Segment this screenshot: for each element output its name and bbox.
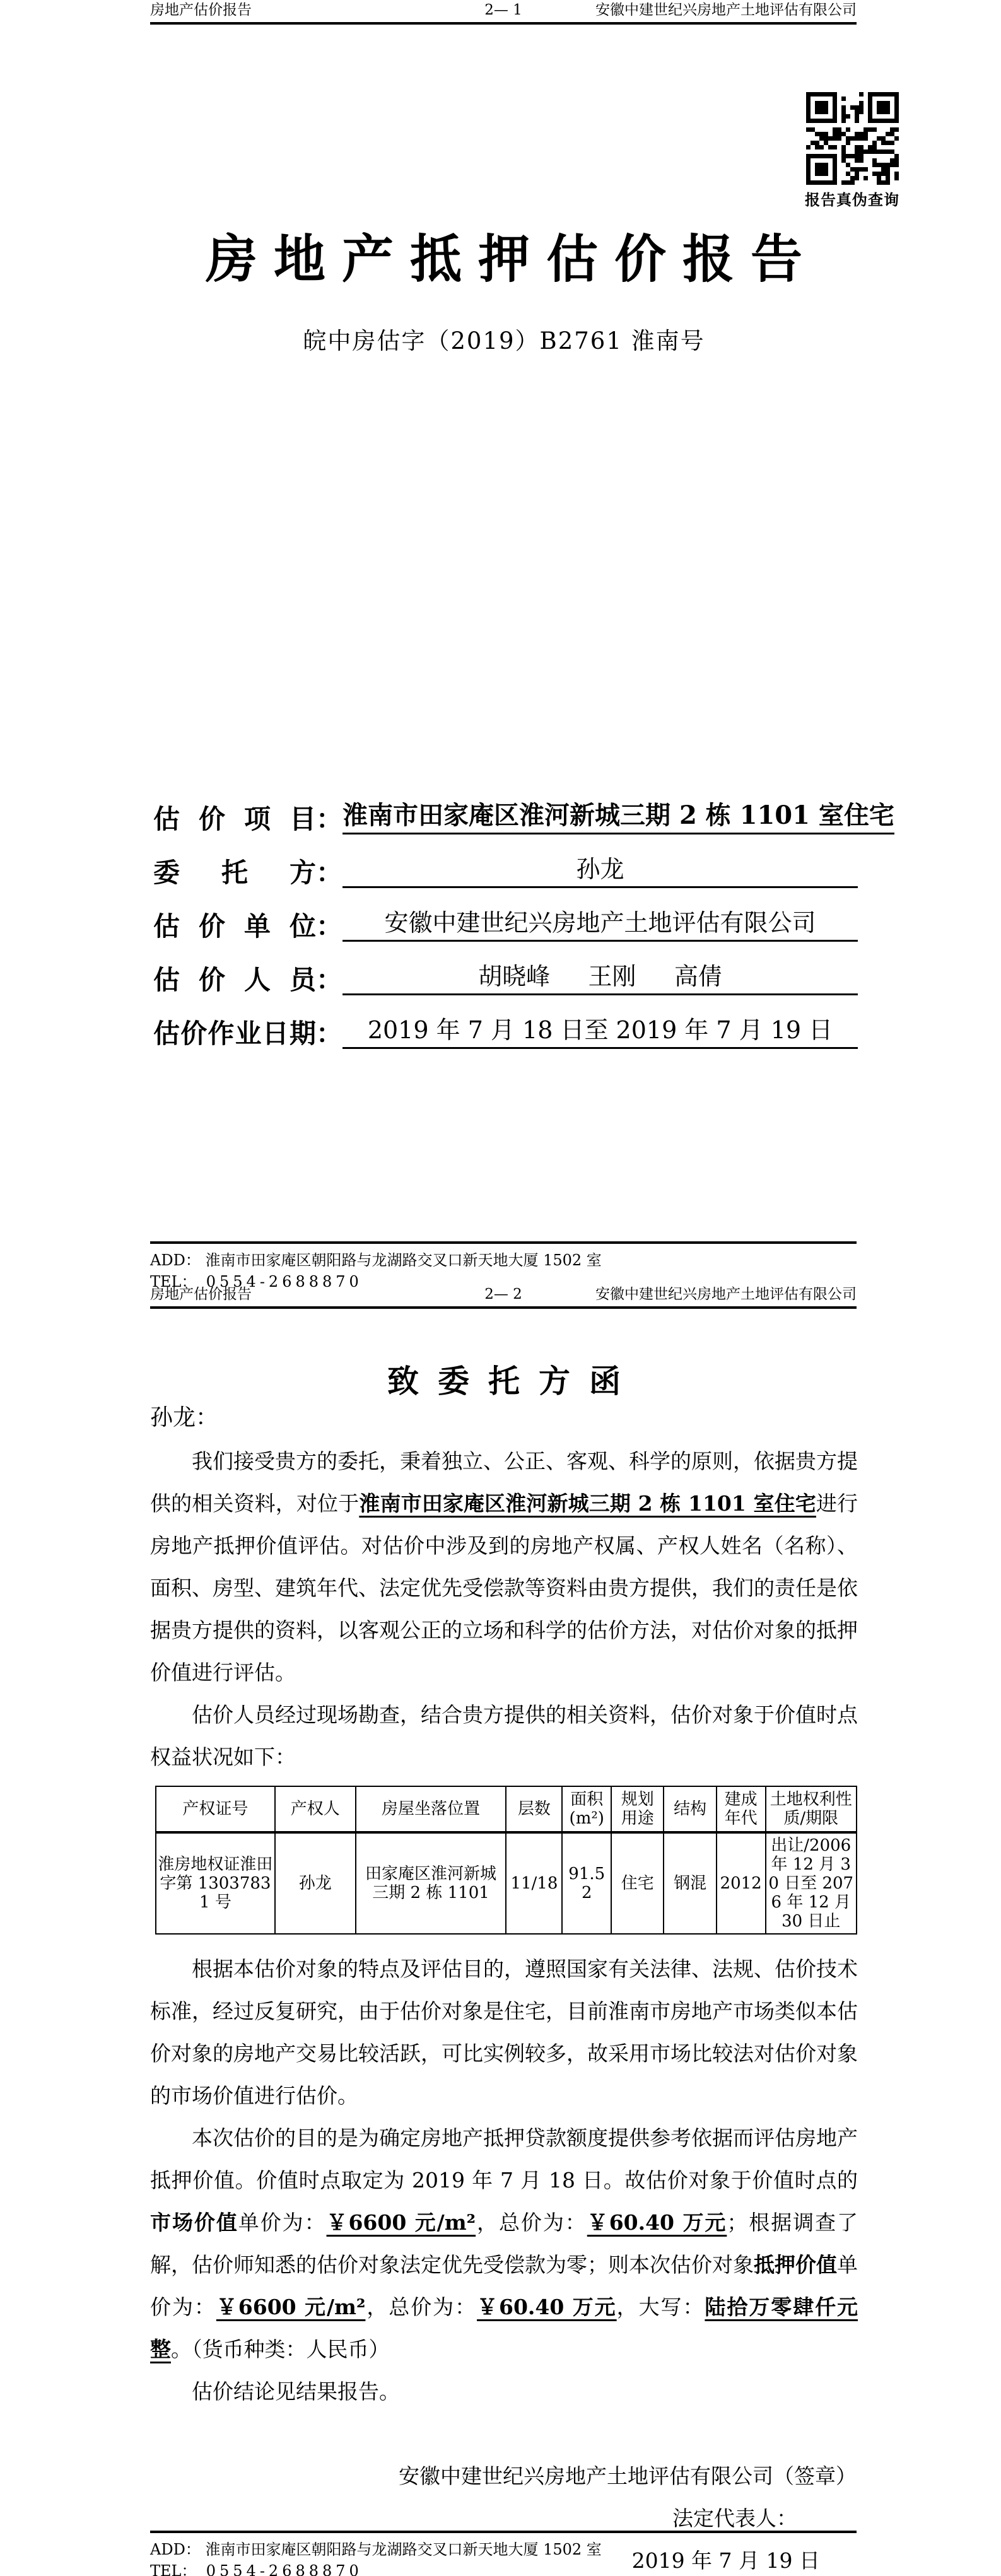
text-segment: 陆拾万零肆仟元整 [150, 2295, 858, 2362]
field-value-agency: 安徽中建世纪兴房地产土地评估有限公司 [342, 909, 858, 942]
field-row-agency [153, 888, 858, 942]
text-segment: 。（货币种类：人民币） [171, 2337, 390, 2362]
letter-paragraph-2: 估价人员经过现场勘查，结合贵方提供的相关资料，估价对象于价值时点权益状况如下： [150, 1702, 858, 1769]
letter-paragraph-3: 根据本估价对象的特点及评估目的，遵照国家有关法律、法规、估价技术标准，经过反复研究，由于估价对象是住宅，目前淮南市房地产市场类似本估价对象的房地产交易比较活跃，可比实例较多，故采用市场比较法对估价对象的市场价值进行估价。 [150, 1957, 858, 2108]
property-rights-table [155, 1786, 857, 1935]
header-page-number: 2— 1 [484, 2, 522, 18]
signature-date: 2019 年 7 月 19 日 [631, 2548, 820, 2573]
col-location: 房屋坐落位置 [356, 1786, 506, 1832]
field-colon: ： [316, 857, 343, 888]
header-company-name: 安徽中建世纪兴房地产土地评估有限公司 [595, 1286, 857, 1303]
qr-caption: 报告真伪查询 [805, 190, 899, 209]
field-value-client: 孙龙 [342, 855, 858, 888]
cell-owner: 孙龙 [275, 1832, 356, 1934]
field-row-work-dates [153, 995, 858, 1049]
signature-legal-representative: 法定代表人： [672, 2506, 797, 2531]
text-segment: 抵押价值 [754, 2252, 837, 2277]
letter-body [150, 1440, 858, 2576]
cell-location: 田家庵区淮河新城三期 2 栋 1101 [356, 1832, 506, 1934]
field-value-work-dates: 2019 年 7 月 18 日至 2019 年 7 月 19 日 [342, 1016, 858, 1049]
text-segment: 市场价值 [150, 2210, 238, 2235]
page2-running-header [150, 1285, 857, 1309]
header-doc-title: 房地产估价报告 [150, 1286, 252, 1303]
col-owner: 产权人 [275, 1786, 356, 1832]
report-title: 房地产抵押估价报告 [205, 229, 819, 290]
cell-structure: 钢混 [664, 1832, 716, 1934]
footer-tel-label: TEL： [150, 2562, 206, 2576]
footer-tel-number: 0554-2688870 [206, 1273, 363, 1291]
spacer [150, 2413, 858, 2455]
cell-planned-use: 住宅 [611, 1832, 664, 1934]
page1-running-footer [150, 1241, 857, 1292]
text-segment: 单价为： [150, 2252, 858, 2319]
letter-paragraph-1 [150, 1440, 858, 1694]
text-segment: ，总价为： [476, 2210, 587, 2235]
footer-address: ADD： 淮南市田家庵区朝阳路与龙湖路交叉口新天地大厦 1502 室 [150, 2541, 602, 2558]
col-floor: 层数 [506, 1786, 562, 1832]
text-segment: ￥60.40 万元 [477, 2295, 617, 2319]
field-row-project [153, 781, 894, 834]
col-certificate-no: 产权证号 [156, 1786, 275, 1832]
qr-code [806, 92, 899, 185]
field-colon: ： [316, 803, 343, 834]
field-value-project: 淮南市田家庵区淮河新城三期 2 栋 1101 室住宅 [342, 800, 894, 834]
qr-verification-block [805, 92, 899, 209]
cell-year-built: 2012 [717, 1832, 766, 1934]
cover-fields [153, 781, 894, 1049]
header-company-name: 安徽中建世纪兴房地产土地评估有限公司 [595, 2, 857, 18]
text-segment: 本次估价的目的是为确定房地产抵押贷款额度提供参考依据而评估房地产抵押价值。价值时点取定为 2019 年 7 月 18 日。故估价对象于价值时点的 [150, 2126, 858, 2193]
text-segment: ，总价为： [365, 2295, 477, 2319]
field-label: 估价单位 [153, 910, 316, 942]
letter-paragraph-5: 估价结论见结果报告。 [192, 2379, 400, 2404]
text-segment: ；根据调查了解，估价师知悉的估价对象法定优先受偿款为零；则本次估价对象 [150, 2210, 858, 2277]
letter-paragraph-4 [150, 2117, 858, 2370]
table-data-row [156, 1832, 857, 1934]
page2-running-footer [150, 2531, 857, 2576]
text-segment: 我们接受贵方的委托，秉着独立、公正、客观、科学的原则，依据贵方提供的相关资料，对位于 [150, 1449, 858, 1516]
field-colon: ： [316, 964, 343, 995]
cell-land-rights: 出让/2006 年 12 月 30 日至 2076 年 12 月 30 日止 [766, 1832, 857, 1934]
footer-tel-number: 0554-2688870 [206, 2562, 363, 2576]
field-colon: ： [316, 1017, 343, 1049]
field-row-appraisers [153, 942, 858, 995]
field-row-client [153, 834, 858, 888]
table-header-row [156, 1786, 857, 1832]
text-segment: 单价为： [238, 2210, 327, 2235]
text-segment: ￥6600 元/m² [326, 2210, 476, 2235]
col-year-built: 建成年代 [717, 1786, 766, 1832]
report-document-number: 皖中房估字（2019）B2761 淮南号 [303, 327, 705, 354]
signature-company: 安徽中建世纪兴房地产土地评估有限公司（签章） [399, 2464, 857, 2488]
field-colon: ： [316, 910, 343, 942]
text-segment: 进行房地产抵押价值评估。对估价中涉及到的房地产权属、产权人姓名（名称）、面积、房型、建筑年代、法定优先受偿款等资料由贵方提供，我们的责任是依据贵方提供的资料，以客观公正的立场和科学的估价方法，对估价对象的抵押价值进行评估。 [150, 1491, 858, 1685]
field-label: 估价项目 [153, 803, 316, 834]
cell-certificate-no: 淮房地权证淮田字第 13037831 号 [156, 1832, 275, 1934]
col-planned-use: 规划用途 [611, 1786, 664, 1832]
col-land-rights: 土地权利性质/期限 [766, 1786, 857, 1832]
footer-address: ADD： 淮南市田家庵区朝阳路与龙湖路交叉口新天地大厦 1502 室 [150, 1251, 602, 1269]
letter-salutation: 孙龙： [150, 1405, 219, 1431]
text-segment: ￥6600 元/m² [216, 2295, 366, 2319]
footer-telephone [150, 2560, 857, 2576]
text-segment: 淮南市田家庵区淮河新城三期 2 栋 1101 室住宅 [359, 1491, 816, 1516]
footer-tel-label: TEL： [150, 1273, 206, 1291]
field-label: 估价人员 [153, 964, 316, 995]
header-doc-title: 房地产估价报告 [150, 2, 252, 18]
cell-area: 91.52 [562, 1832, 611, 1934]
text-segment: ，大写： [616, 2295, 705, 2319]
page1-running-header [150, 1, 857, 25]
cell-floor: 11/18 [506, 1832, 562, 1934]
col-area: 面积(m²) [562, 1786, 611, 1832]
text-segment: ￥60.40 万元 [587, 2210, 727, 2235]
field-label: 估价作业日期 [153, 1017, 316, 1049]
header-page-number: 2— 2 [484, 1286, 522, 1303]
letter-title: 致委托方函 [387, 1362, 640, 1400]
field-label: 委托方 [153, 857, 316, 888]
field-value-appraisers: 胡晓峰 王刚 高倩 [342, 963, 858, 995]
col-structure: 结构 [664, 1786, 716, 1832]
